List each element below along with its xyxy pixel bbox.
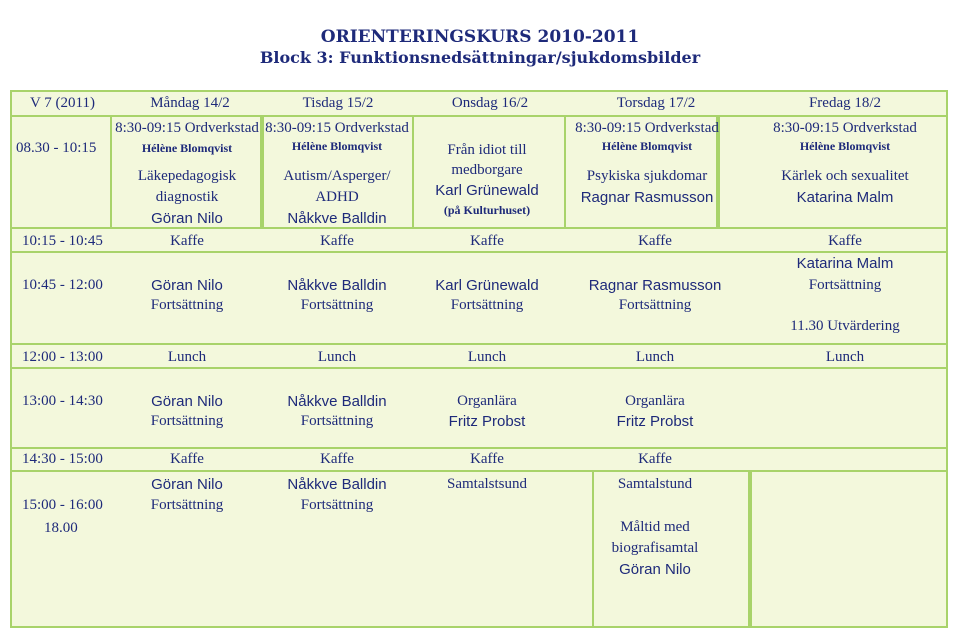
break-label: Kaffe: [470, 451, 504, 467]
note-label: Fortsättning: [150, 413, 224, 429]
lunch-label: Lunch: [167, 349, 207, 365]
grid-line: [10, 90, 948, 92]
speaker-name: Göran Nilo: [151, 210, 223, 227]
topic-label: Autism/Asperger/: [283, 168, 391, 184]
grid-box: [748, 470, 948, 628]
note-label: Fortsättning: [808, 277, 882, 293]
speaker-name: Ragnar Rasmusson: [588, 277, 722, 294]
col-header-monday: Måndag 14/2: [150, 95, 230, 111]
topic-label: diagnostik: [155, 189, 219, 205]
col-header-friday: Fredag 18/2: [808, 95, 882, 111]
break-label: Kaffe: [470, 233, 504, 249]
workshop-label: 8:30-09:15 Ordverkstad: [773, 120, 917, 136]
topic-label: Organlära: [457, 393, 517, 409]
lunch-label: Lunch: [825, 349, 865, 365]
speaker-name: Nåkkve Balldin: [287, 210, 387, 227]
note-label: Fortsättning: [618, 297, 692, 313]
leader-name: Hélène Blomqvist: [291, 139, 383, 153]
note-label: Fortsättning: [300, 497, 374, 513]
topic-label: Psykiska sjukdomar: [586, 168, 708, 184]
speaker-name: Fritz Probst: [616, 413, 694, 430]
dinner-label: Måltid med: [620, 519, 690, 535]
grid-line: [10, 90, 12, 628]
break-label: Kaffe: [170, 451, 204, 467]
break-label: Kaffe: [320, 233, 354, 249]
topic-label: Kärlek och sexualitet: [781, 168, 909, 184]
time-label: 08.30 - 10:15: [16, 140, 97, 156]
break-label: Kaffe: [320, 451, 354, 467]
session-label: Samtalstund: [617, 476, 693, 492]
speaker-name: Fritz Probst: [448, 413, 526, 430]
leader-name: Hélène Blomqvist: [141, 141, 233, 155]
col-header-wednesday: Onsdag 16/2: [451, 95, 529, 111]
note-label: Fortsättning: [450, 297, 524, 313]
topic-label: Organlära: [625, 393, 685, 409]
break-label: Kaffe: [828, 233, 862, 249]
speaker-name: Nåkkve Balldin: [287, 476, 387, 493]
note-label: Fortsättning: [150, 297, 224, 313]
time-label: 18.00: [44, 520, 78, 536]
lunch-label: Lunch: [635, 349, 675, 365]
time-label: 10:45 - 12:00: [22, 277, 103, 293]
speaker-name: Göran Nilo: [151, 277, 223, 294]
speaker-name: Göran Nilo: [151, 393, 223, 410]
speaker-name: Karl Grünewald: [435, 277, 539, 294]
topic-label: Läkepedagogisk: [137, 168, 237, 184]
break-label: Kaffe: [638, 233, 672, 249]
speaker-name: Nåkkve Balldin: [287, 277, 387, 294]
note-label: Fortsättning: [300, 297, 374, 313]
evaluation-label: 11.30 Utvärdering: [790, 318, 900, 334]
leader-name: Hélène Blomqvist: [601, 139, 693, 153]
speaker-name: Göran Nilo: [151, 476, 223, 493]
dinner-label: biografisamtal: [611, 540, 699, 556]
speaker-name: Katarina Malm: [796, 255, 894, 272]
lunch-label: Lunch: [467, 349, 507, 365]
break-label: Kaffe: [638, 451, 672, 467]
workshop-label: 8:30-09:15 Ordverkstad: [265, 120, 409, 136]
speaker-name: Katarina Malm: [796, 189, 894, 206]
grid-line: [10, 343, 948, 345]
topic-label: medborgare: [451, 162, 523, 178]
workshop-label: 8:30-09:15 Ordverkstad: [115, 120, 259, 136]
topic-label: ADHD: [315, 189, 359, 205]
time-label: 14:30 - 15:00: [22, 451, 103, 467]
week-label: V 7 (2011): [30, 95, 95, 111]
page-title: ORIENTERINGSKURS 2010-2011: [320, 27, 640, 47]
session-label: Samtalstsund: [446, 476, 527, 492]
time-label: 10:15 - 10:45: [22, 233, 103, 249]
break-label: Kaffe: [170, 233, 204, 249]
time-label: 12:00 - 13:00: [22, 349, 103, 365]
time-label: 15:00 - 16:00: [22, 497, 103, 513]
lunch-label: Lunch: [317, 349, 357, 365]
speaker-name: Ragnar Rasmusson: [580, 189, 714, 206]
workshop-label: 8:30-09:15 Ordverkstad: [575, 120, 719, 136]
col-header-thursday: Torsdag 17/2: [616, 95, 696, 111]
speaker-name: Karl Grünewald: [435, 182, 539, 199]
speaker-name: Nåkkve Balldin: [287, 393, 387, 410]
col-header-tuesday: Tisdag 15/2: [302, 95, 374, 111]
speaker-name: Göran Nilo: [619, 561, 691, 578]
note-label: Fortsättning: [300, 413, 374, 429]
leader-name: Hélène Blomqvist: [799, 139, 891, 153]
note-label: Fortsättning: [150, 497, 224, 513]
topic-label: Från idiot till: [447, 142, 527, 158]
place-label: (på Kulturhuset): [443, 203, 531, 217]
page-subtitle: Block 3: Funktionsnedsättningar/sjukdomsbilder: [259, 48, 701, 67]
time-label: 13:00 - 14:30: [22, 393, 103, 409]
